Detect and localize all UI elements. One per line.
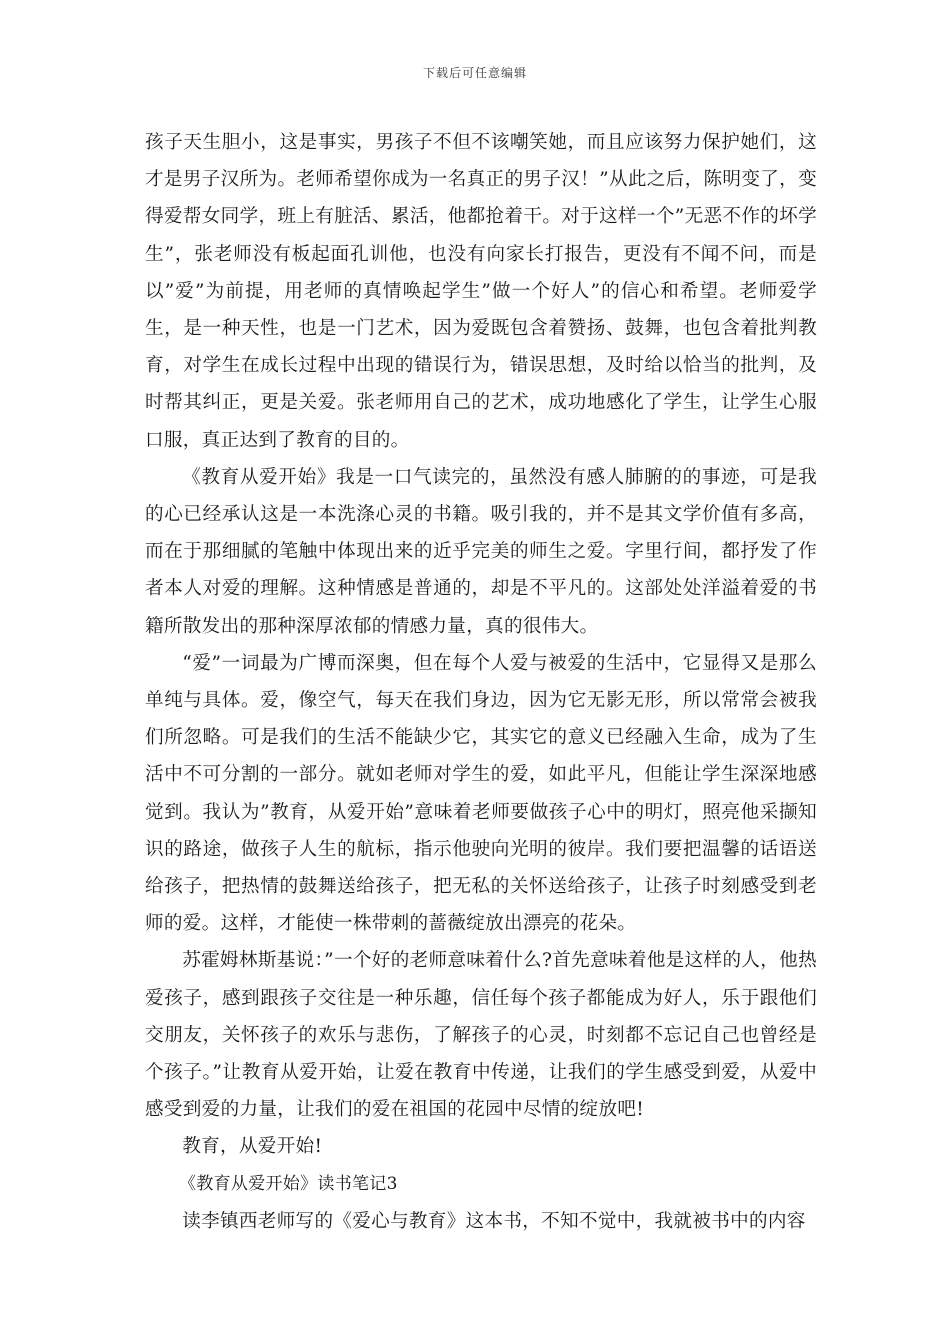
document-body xyxy=(145,124,817,1240)
paragraph-love-meaning: “爱”一词最为广博而深奥，但在每个人爱与被爱的生活中，它显得又是那么单纯与具体。爱，像空气，每天在我们身边，因为它无影无形，所以常常会被我们所忽略。可是我们的生活不能缺少它，其实它的意义已经融入生命，成为了生活中不可分割的一部分。就如老师对学生的爱，如此平凡，但能让学生深深地感觉到。我认为”教育，从爱开始”意味着老师要做孩子心中的明灯，照亮他采撷知识的路途，做孩子人生的航标，指示他驶向光明的彼岸。我们要把温馨的话语送给孩子，把热情的鼓舞送给孩子，把无私的关怀送给孩子，让孩子时刻感受到老师的爱。这样，才能使一株带刺的蔷薇绽放出漂亮的花朵。 xyxy=(145,652,817,935)
section-title: 《教育从爱开始》读书笔记3 xyxy=(179,1173,398,1194)
paragraph-new-section: 读李镇西老师写的《爱心与教育》这本书，不知不觉中，我就被书中的内容 xyxy=(182,1210,806,1232)
paragraph-sukhomlinsky-quote: 苏霍姆林斯基说：”一个好的老师意味着什么?首先意味着他是这样的人，他热爱孩子，感到跟孩子交往是一种乐趣，信任每个孩子都能成为好人，乐于跟他们交朋友，关怀孩子的欢乐与悲伤，了解孩子的心灵，时刻都不忘记自己也曾经是个孩子。”让教育从爱开始，让爱在教育中传递，让我们的学生感受到爱，从爱中感受到爱的力量，让我们的爱在祖国的花园中尽情的绽放吧! xyxy=(145,950,817,1121)
paragraph-continued: 孩子天生胆小，这是事实，男孩子不但不该嘲笑她，而且应该努力保护她们，这才是男子汉所为。老师希望你成为一名真正的男子汉！”从此之后，陈明变了，变得爱帮女同学，班上有脏活、累活，他都抢着干。对于这样一个”无恶不作的坏学生”，张老师没有板起面孔训他，也没有向家长打报告，更没有不闻不问，而是以”爱”为前提，用老师的真情唤起学生”做一个好人”的信心和希望。老师爱学生，是一种天性，也是一门艺术，因为爱既包含着赞扬、鼓舞，也包含着批判教育，对学生在成长过程中出现的错误行为，错误思想，及时给以恰当的批判，及时帮其纠正，更是关爱。张老师用自己的艺术，成功地感化了学生，让学生心服口服，真正达到了教育的目的。 xyxy=(145,132,817,451)
page-header: 下载后可任意编辑 xyxy=(422,66,527,80)
paragraph-book-review: 《教育从爱开始》我是一口气读完的，虽然没有感人肺腑的的事迹，可是我的心已经承认这是一本洗涤心灵的书籍。吸引我的，并不是其文学价值有多高，而在于那细腻的笔触中体现出来的近乎完美的师生之爱。字里行间，都抒发了作者本人对爱的理解。这种情感是普通的，却是不平凡的。这部处处洋溢着爱的书籍所散发出的那种深厚浓郁的情感力量，真的很伟大。 xyxy=(145,466,817,637)
paragraph-closing: 教育，从爱开始! xyxy=(182,1136,323,1158)
